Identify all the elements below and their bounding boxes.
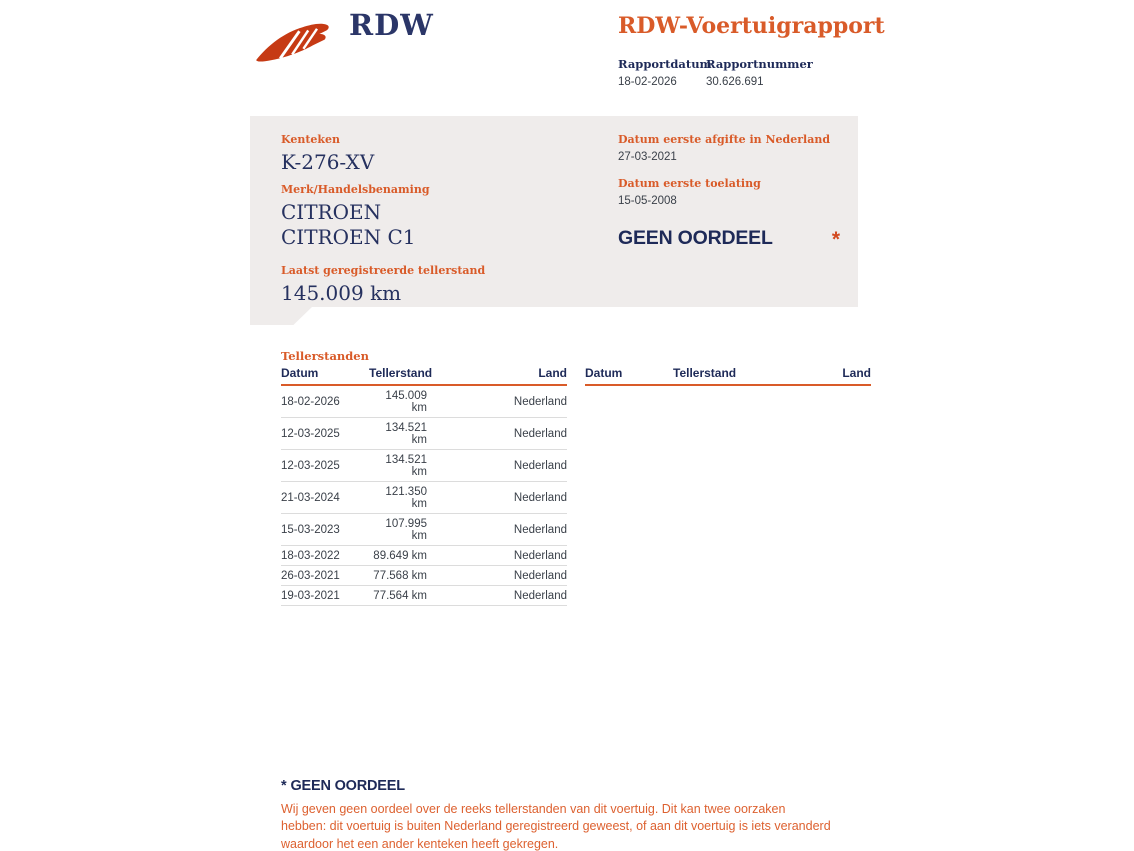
report-meta — [618, 57, 813, 88]
footnote-title — [281, 778, 833, 794]
column-header-datum: Datum — [585, 366, 673, 385]
table-row — [281, 482, 567, 514]
vehicle-summary-box — [250, 116, 858, 307]
oordeel-status: GEEN OORDEEL — [618, 227, 773, 249]
table-row — [281, 418, 567, 450]
cell-land: Nederland — [427, 450, 567, 482]
report-date-label: Rapportdatum — [618, 57, 712, 71]
cell-datum: 12-03-2025 — [281, 418, 369, 450]
footnote-asterisk-marker: * — [281, 778, 287, 794]
report-number-label: Rapportnummer — [706, 57, 813, 71]
cell-land: Nederland — [427, 546, 567, 566]
column-header-tellerstand: Tellerstand — [369, 366, 427, 385]
cell-tellerstand: 134.521 km — [369, 418, 427, 450]
report-date-block — [618, 57, 712, 88]
oordeel-asterisk-marker: * — [831, 228, 840, 251]
cell-datum: 18-03-2022 — [281, 546, 369, 566]
table-row — [281, 546, 567, 566]
cell-tellerstand: 121.350 km — [369, 482, 427, 514]
cell-land: Nederland — [427, 418, 567, 450]
laatste-tellerstand-label: Laatst geregistreerde tellerstand — [281, 264, 486, 277]
column-header-land: Land — [427, 366, 567, 385]
laatste-tellerstand-value: 145.009 km — [281, 281, 402, 305]
table-row — [281, 586, 567, 606]
cell-datum: 12-03-2025 — [281, 450, 369, 482]
table-row — [281, 450, 567, 482]
tellerstanden-table-right — [585, 366, 871, 386]
page-title: RDW-Voertuigrapport — [618, 13, 885, 39]
cell-tellerstand: 77.564 km — [369, 586, 427, 606]
column-header-datum: Datum — [281, 366, 369, 385]
column-header-tellerstand: Tellerstand — [673, 366, 731, 385]
report-number-block — [706, 57, 813, 88]
cell-land: Nederland — [427, 586, 567, 606]
footnote-section — [281, 778, 833, 851]
cell-land: Nederland — [427, 482, 567, 514]
tellerstanden-table-left — [281, 366, 567, 606]
cell-tellerstand: 134.521 km — [369, 450, 427, 482]
cell-tellerstand: 89.649 km — [369, 546, 427, 566]
cell-land: Nederland — [427, 514, 567, 546]
table-row — [281, 385, 567, 418]
merk-value: CITROEN CITROEN C1 — [281, 200, 416, 249]
cell-datum: 26-03-2021 — [281, 566, 369, 586]
table-row — [281, 566, 567, 586]
kenteken-label: Kenteken — [281, 133, 341, 146]
eerste-toelating-value: 15-05-2008 — [618, 195, 677, 207]
merk-label: Merk/Handelsbenaming — [281, 183, 430, 196]
eerste-afgifte-label: Datum eerste afgifte in Nederland — [618, 133, 831, 146]
summary-left-column — [281, 133, 485, 314]
report-number-value: 30.626.691 — [706, 76, 764, 88]
footnote-title-text: GEEN OORDEEL — [290, 778, 405, 794]
eerste-afgifte-value: 27-03-2021 — [618, 151, 677, 163]
tellerstanden-table-left-body — [281, 385, 567, 606]
cell-datum: 19-03-2021 — [281, 586, 369, 606]
table-header-row — [585, 366, 871, 385]
report-date-value: 18-02-2026 — [618, 76, 677, 88]
column-header-land: Land — [731, 366, 871, 385]
rdw-logo-wordmark: RDW — [349, 8, 434, 42]
eerste-toelating-label: Datum eerste toelating — [618, 177, 761, 190]
cell-datum: 21-03-2024 — [281, 482, 369, 514]
cell-datum: 18-02-2026 — [281, 385, 369, 418]
rdw-logo-feather-icon — [252, 20, 334, 68]
kenteken-value: K-276-XV — [281, 150, 375, 174]
table-row — [281, 514, 567, 546]
tellerstanden-section-title: Tellerstanden — [281, 349, 369, 363]
cell-tellerstand: 107.995 km — [369, 514, 427, 546]
cell-land: Nederland — [427, 566, 567, 586]
footnote-body-text: Wij geven geen oordeel over de reeks tellerstanden van dit voertuig. Dit kan twee oorzaken hebben: dit voertuig is buiten Nederland geregistreerd geweest, of aan dit voertuig is iets veranderd waardoor het een ander kenteken heeft gekregen. — [281, 802, 831, 851]
cell-land: Nederland — [427, 385, 567, 418]
table-header-row — [281, 366, 567, 385]
cell-tellerstand: 145.009 km — [369, 385, 427, 418]
cell-tellerstand: 77.568 km — [369, 566, 427, 586]
summary-right-column — [618, 133, 840, 250]
cell-datum: 15-03-2023 — [281, 514, 369, 546]
